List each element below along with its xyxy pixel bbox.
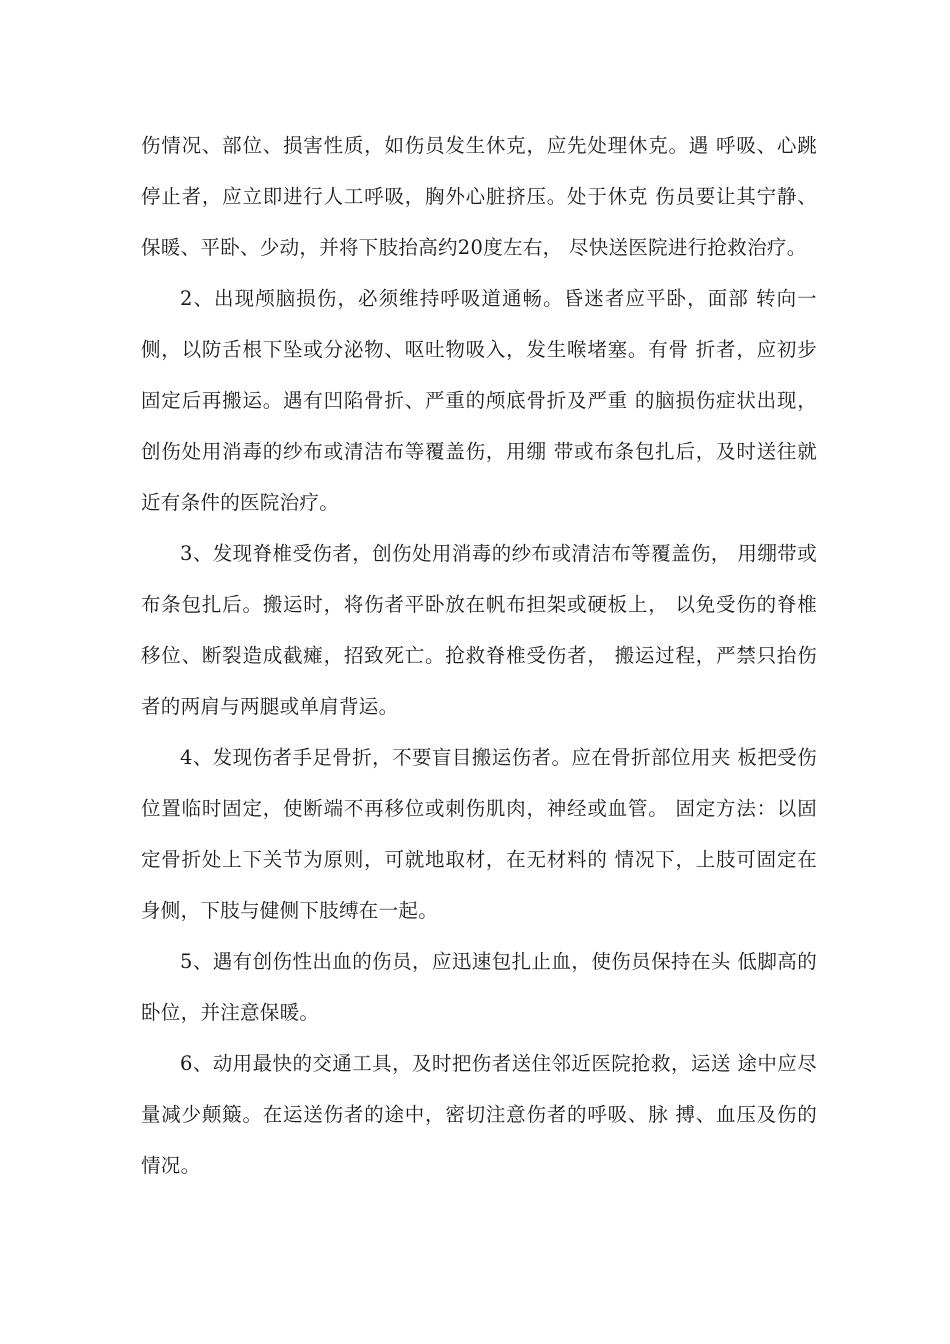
paragraph-2: 2、出现颅脑损伤，必须维持呼吸道通畅。昏迷者应平卧，面部 转向一侧，以防舌根下坠或分泌物、呕吐物吸入，发生喉堵塞。有骨 折者，应初步固定后再搬运。遇有凹陷骨折、严重的颅底骨折及严重 的脑损伤症状出现，创伤处用消毒的纱布或清洁布等覆盖伤，用绷 带或布条包扎后，及时送往就近有条件的医院治疗。 [141,287,817,514]
paragraph-1: 伤情况、部位、损害性质，如伤员发生休克，应先处理休克。遇 呼吸、心跳停止者，应立即进行人工呼吸，胸外心脏挤压。处于休克 伤员要让其宁静、保暖、平卧、少动，并将下肢抬高约20度左右， 尽快送医院进行抢救治疗。 [141,134,817,259]
paragraph-5: 5、遇有创伤性出血的伤员，应迅速包扎止血，使伤员保持在头 低脚高的卧位，并注意保暖。 [141,950,817,1024]
paragraph-6: 6、动用最快的交通工具，及时把伤者送住邻近医院抢救，运送 途中应尽量减少颠簸。在运送伤者的途中，密切注意伤者的呼吸、脉 搏、血压及伤的情况。 [141,1052,817,1177]
paragraph-3: 3、发现脊椎受伤者，创伤处用消毒的纱布或清洁布等覆盖伤， 用绷带或布条包扎后。搬运时，将伤者平卧放在帆布担架或硬板上， 以免受伤的脊椎移位、断裂造成截瘫，招致死亡。抢救脊椎受伤者， 搬运过程，严禁只抬伤者的两肩与两腿或单肩背运。 [141,542,817,718]
document-body [141,120,817,1191]
paragraph-4: 4、发现伤者手足骨折，不要盲目搬运伤者。应在骨折部位用夹 板把受伤位置临时固定，使断端不再移位或刺伤肌肉，神经或血管。 固定方法：以固定骨折处上下关节为原则，可就地取材，在无材料的 情况下，上肢可固定在身侧，下肢与健侧下肢缚在一起。 [141,746,817,922]
